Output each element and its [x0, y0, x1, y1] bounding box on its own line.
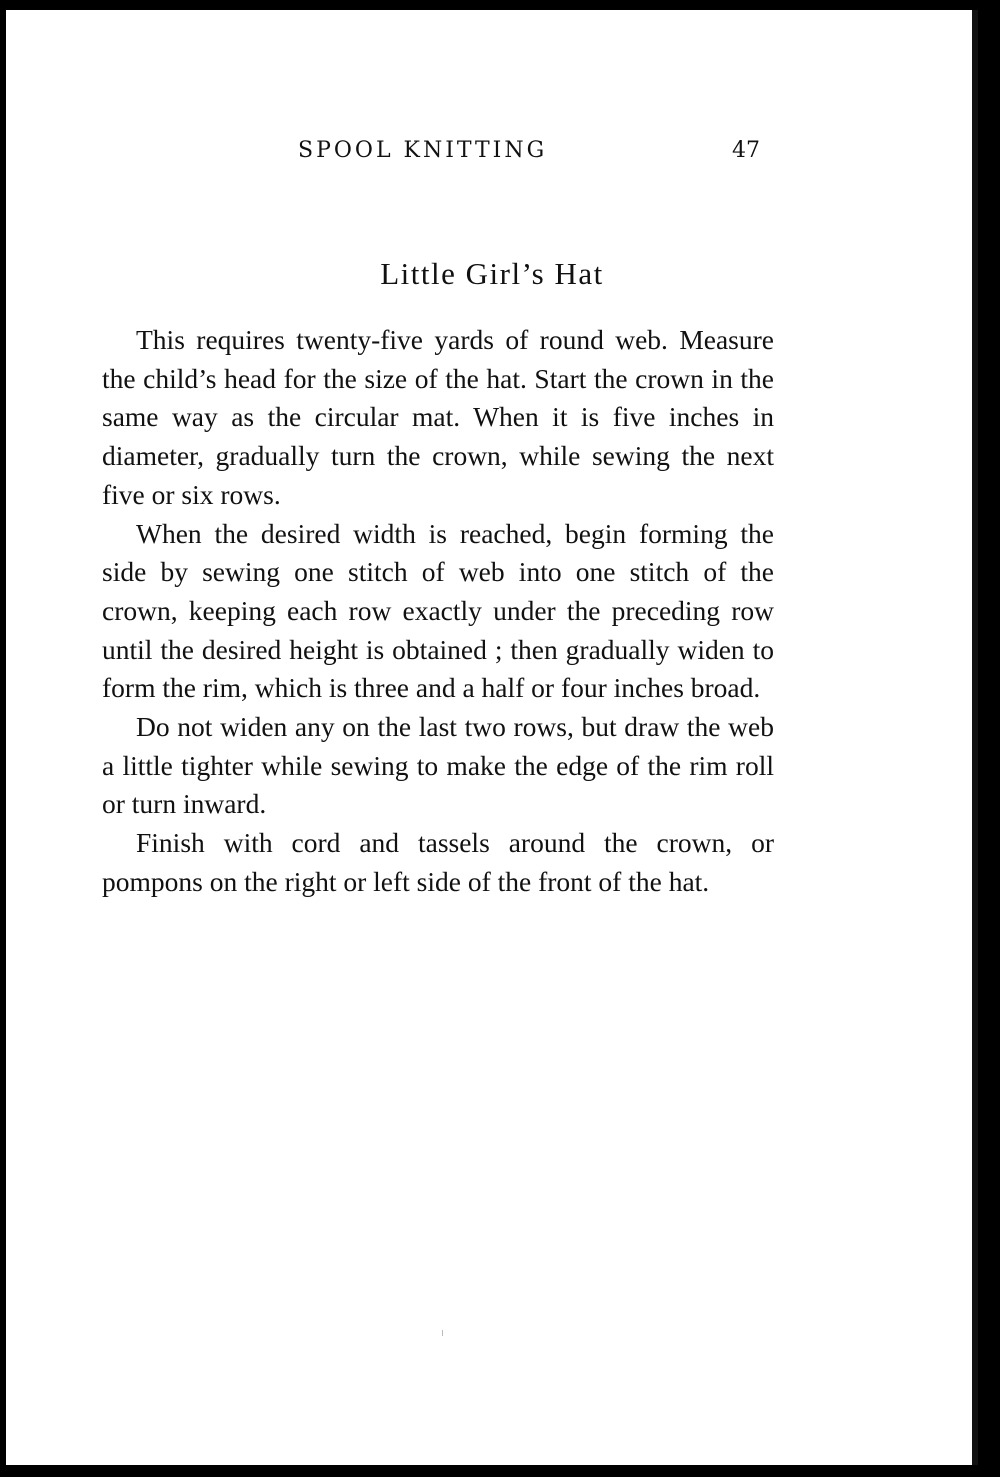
scan-border [972, 10, 978, 1465]
paragraph: When the desired width is reached, begin forming the side by sewing one stitch of web into one stitch of the crown, keeping each row exactly under the preceding row until the desired height is obtained ; then gradually widen to form the rim, which is three and a half or four inches broad. [102, 517, 774, 704]
page-number: 47 [732, 138, 760, 163]
paragraph: Do not widen any on the last two rows, but draw the web a little tighter while sewing to make the edge of the rim roll or turn inward. [102, 711, 774, 820]
running-head [6, 138, 972, 168]
scan-speck [442, 1330, 443, 1336]
paragraph: Finish with cord and tassels around the crown, or pompons on the right or left side of the front of the hat. [102, 827, 774, 897]
article-title: Little Girl’s Hat [380, 256, 604, 291]
article-body [102, 321, 774, 902]
paragraph: This requires twenty-five yards of round web. Measure the child’s head for the size of the hat. Start the crown in the same way as the circular mat. When it is five inches in diameter, gradually turn the crown, while sewing the next five or six rows. [102, 324, 774, 510]
book-page [6, 10, 972, 1465]
running-head-title: SPOOL KNITTING [298, 138, 548, 163]
